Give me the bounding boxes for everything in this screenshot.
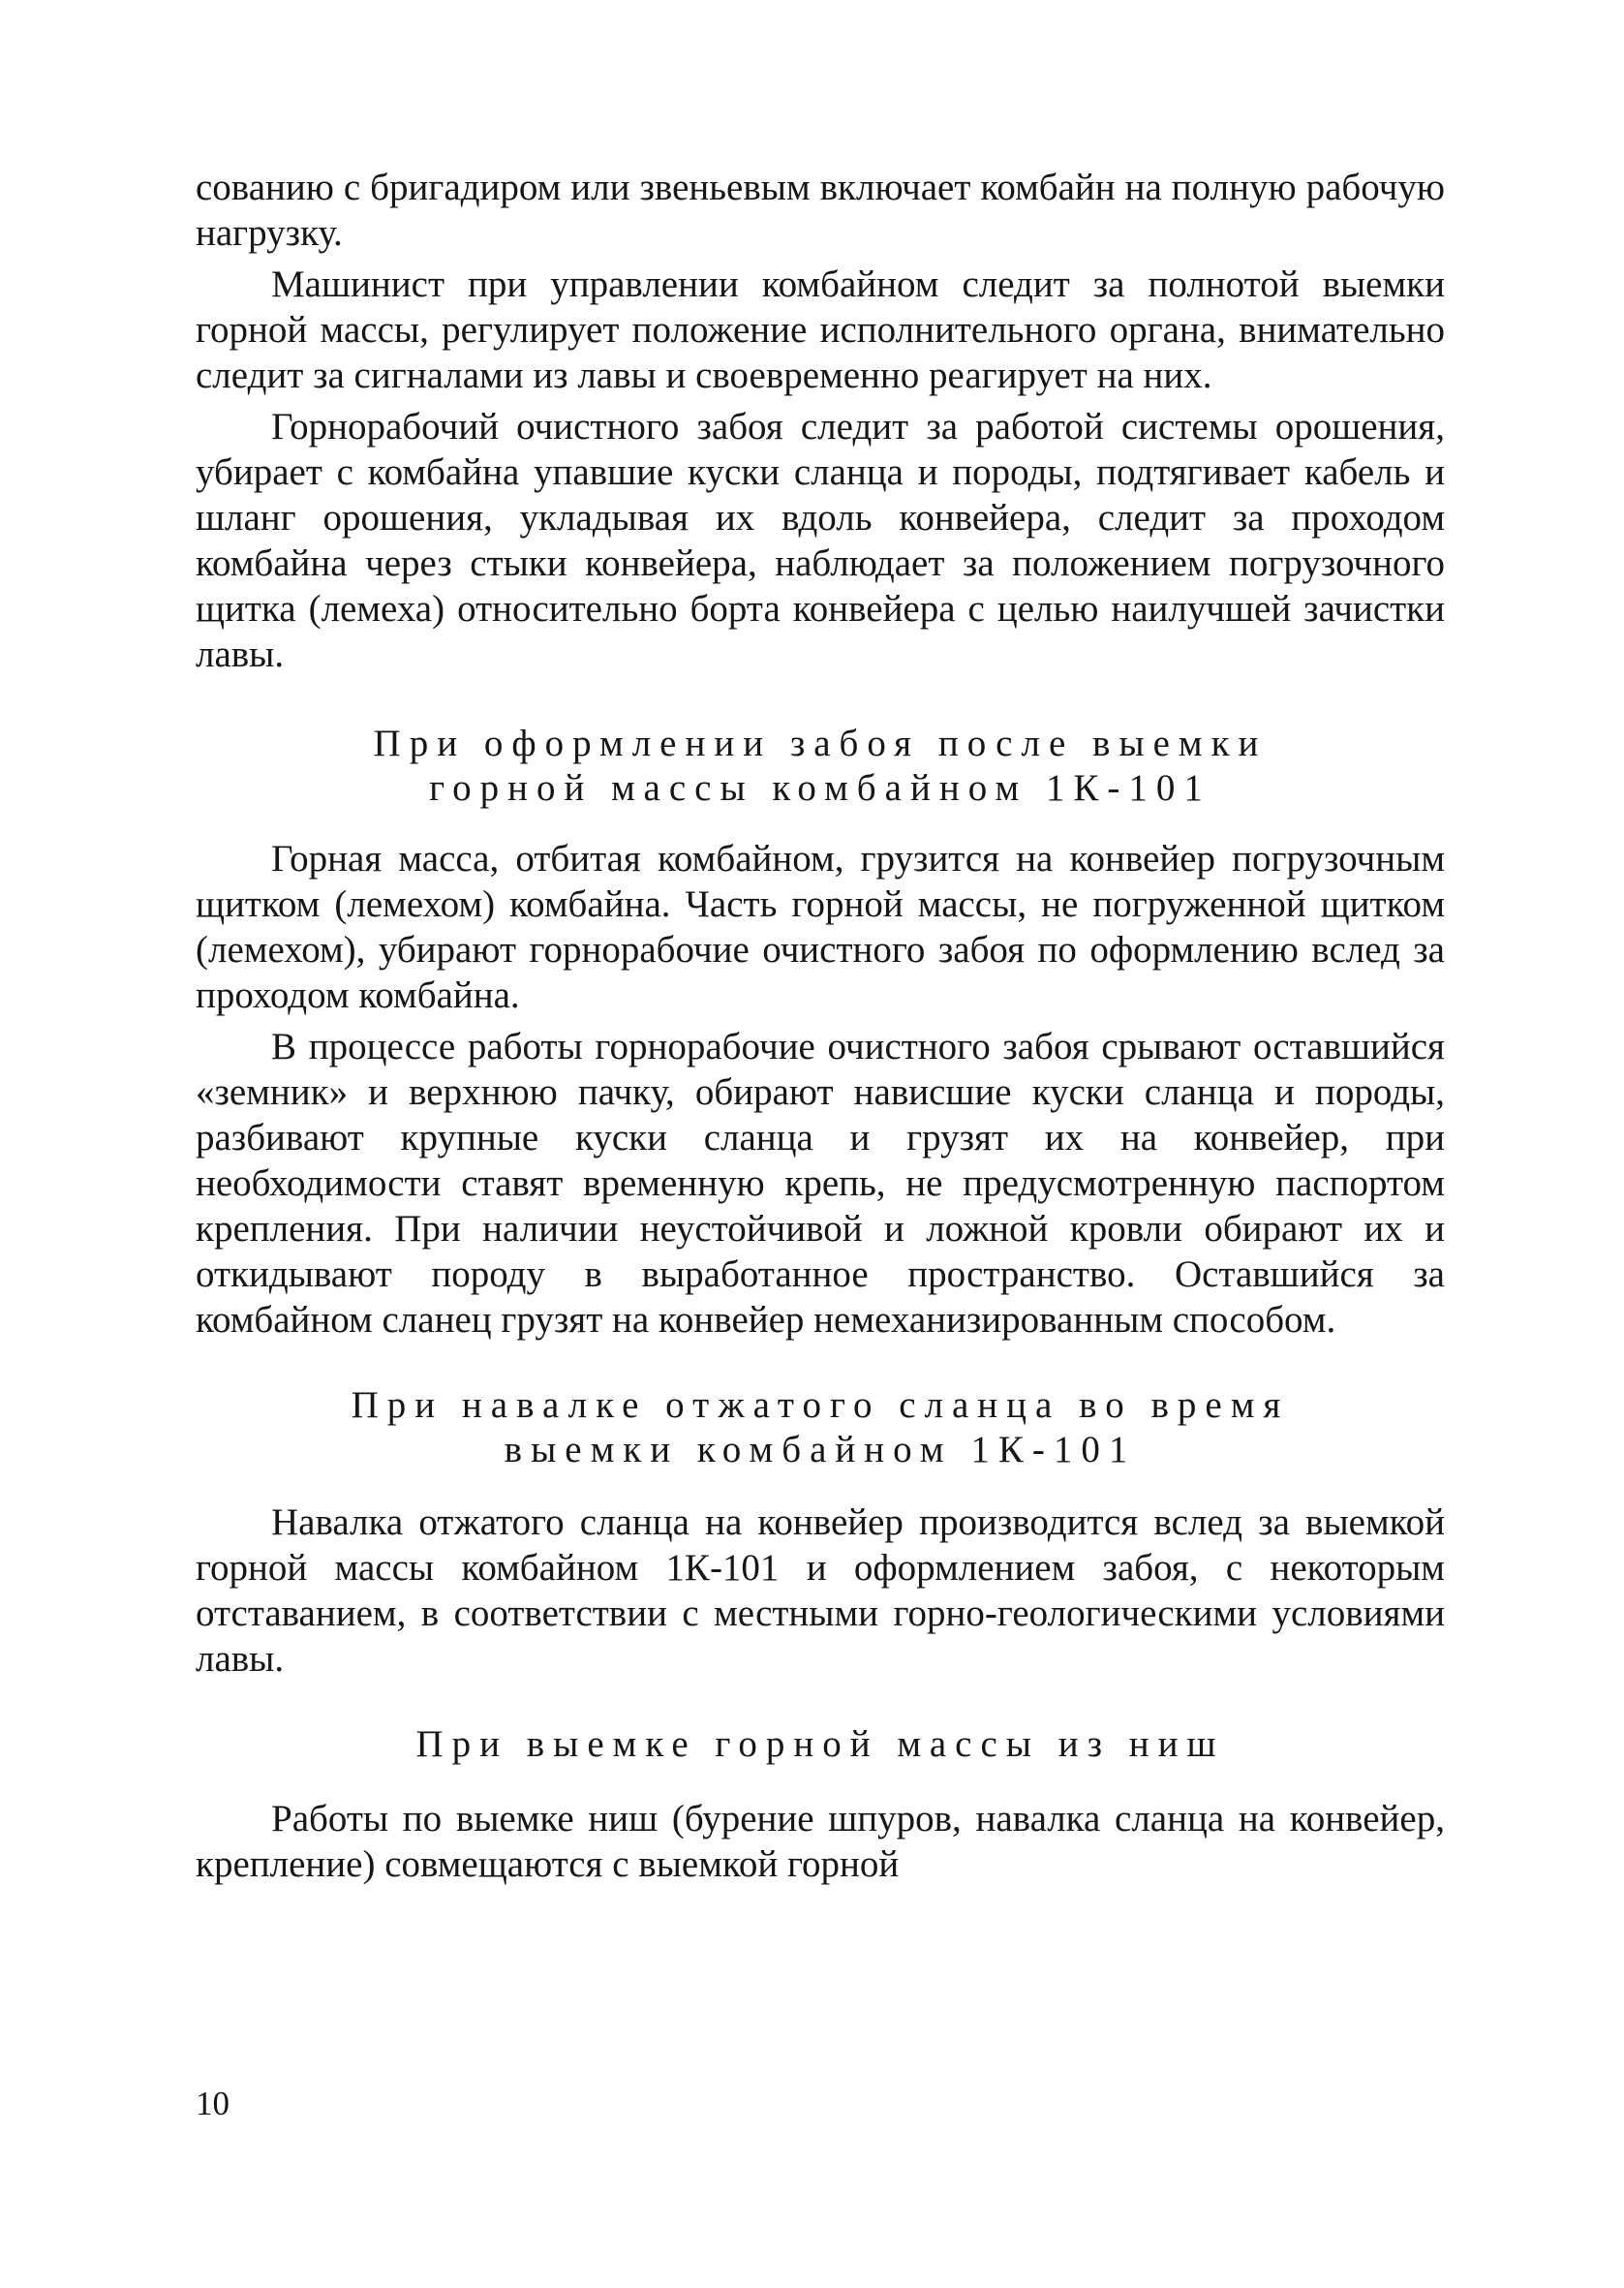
paragraph-machinist: Машинист при управлении комбайном следит за полнотой выемки горной массы, регулирует положение исполнительного органа, внимательно следит за сигналами из лавы и своевременно реагирует на них.	[196, 263, 1445, 396]
heading-line: При выемке горной массы из ниш	[415, 1723, 1225, 1765]
paragraph-mine-worker: Горнорабочий очистного забоя следит за работой системы орошения, убирает с комбайна упавшие куски сланца и породы, подтягивает кабель и шланг орошения, укладывая их вдоль конвейера, следит за проходом комбайна через стыки конвейера, наблюдает за положением погрузочного щитка (лемеха) относительно борта конвейера с целью наилучшей зачистки лавы.	[196, 406, 1445, 675]
paragraph-continuation: сованию с бригадиром или звеньевым включает комбайн на полную рабочую нагрузку.	[196, 167, 1445, 254]
paragraph-shale-loading: Навалка отжатого сланца на конвейер производится вслед за выемкой горной массы комбайном 1К-101 и оформлением забоя, с некоторым отставанием, в соответствии с местными горно-геологическими условиями лавы.	[196, 1501, 1445, 1680]
section-heading-niche-excavation	[196, 1722, 1445, 1767]
page-number: 10	[196, 2085, 230, 2122]
paragraph-niche-work: Работы по выемке ниш (бурение шпуров, навалка сланца на конвейер, крепление) совмещаются с выемкой горной	[196, 1798, 1445, 1885]
heading-line: При навалке отжатого сланца во время	[351, 1384, 1290, 1426]
paragraph-rock-mass-loading: Горная масса, отбитая комбайном, грузится на конвейер погрузочным щитком (лемехом) комбайна. Часть горной массы, не погруженной щитком (лемехом), убирают горнорабочие очистного забоя по оформлению вслед за проходом комбайна.	[196, 838, 1445, 1016]
section-heading-shale-loading	[196, 1383, 1445, 1472]
paragraph-work-process: В процессе работы горнорабочие очистного забоя срывают оставшийся «земник» и верхнюю пачку, обирают нависшие куски сланца и породы, разбивают крупные куски сланца и грузят их на конвейер, при необходимости ставят временную крепь, не предусмотренную паспортом крепления. При наличии неустойчивой и ложной кровли обирают их и откидывают породу в выработанное пространство. Оставшийся за комбайном сланец грузят на конвейер немеханизированным способом.	[196, 1026, 1445, 1341]
page-content	[196, 165, 1445, 1887]
heading-line: горной массы комбайном 1К-101	[429, 767, 1211, 809]
section-heading-face-finishing	[196, 722, 1445, 811]
heading-line: При оформлении забоя после выемки	[373, 723, 1268, 764]
heading-line: выемки комбайном 1К-101	[504, 1429, 1137, 1470]
